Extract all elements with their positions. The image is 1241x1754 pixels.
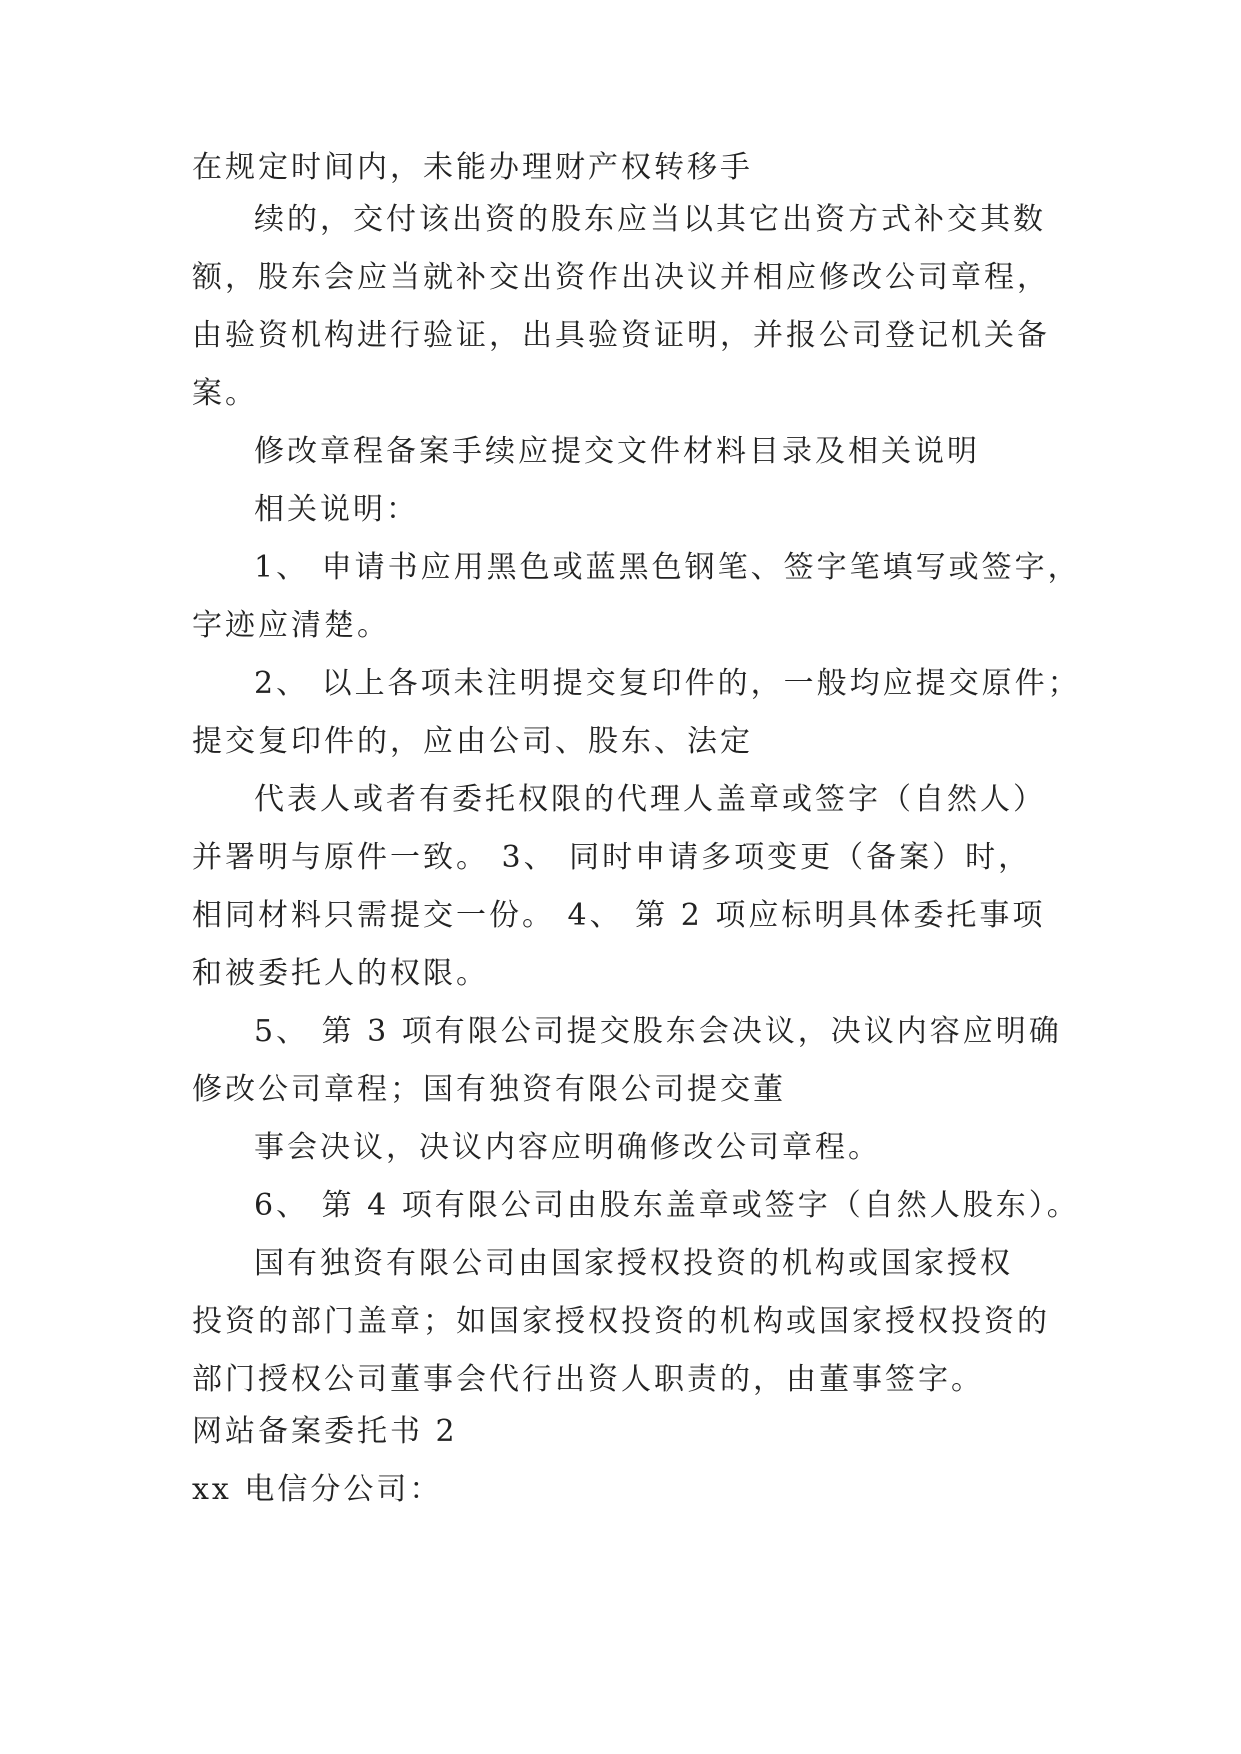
- text-line: 修改公司章程；国有独资有限公司提交董: [192, 1072, 786, 1107]
- text-line: 修改章程备案手续应提交文件材料目录及相关说明: [254, 434, 980, 469]
- text-line: 1、 申请书应用黑色或蓝黑色钢笔、签字笔填写或签字，: [254, 550, 1081, 585]
- text-line: 字迹应清楚。: [192, 608, 390, 643]
- addressee-line: xx 电信分公司：: [192, 1472, 443, 1507]
- text-line: 国有独资有限公司由国家授权投资的机构或国家授权: [254, 1246, 1013, 1281]
- text-line: 在规定时间内，未能办理财产权转移手: [192, 150, 753, 185]
- text-line: 提交复印件的，应由公司、股东、法定: [192, 724, 753, 759]
- text-line: 案。: [192, 376, 258, 411]
- text-line: 额，股东会应当就补交出资作出决议并相应修改公司章程，: [192, 260, 1050, 295]
- text-line: 相同材料只需提交一份。 4、 第 2 项应标明具体委托事项: [192, 898, 1046, 933]
- text-line: 5、 第 3 项有限公司提交股东会决议，决议内容应明确: [254, 1014, 1062, 1049]
- text-line: 由验资机构进行验证，出具验资证明，并报公司登记机关备: [192, 318, 1050, 353]
- text-line: 6、 第 4 项有限公司由股东盖章或签字（自然人股东）。: [254, 1188, 1080, 1223]
- text-line: 部门授权公司董事会代行出资人职责的，由董事签字。: [192, 1362, 984, 1397]
- text-line: 事会决议，决议内容应明确修改公司章程。: [254, 1130, 881, 1165]
- text-line: 并署明与原件一致。 3、 同时申请多项变更（备案）时，: [192, 840, 1032, 875]
- text-line: 和被委托人的权限。: [192, 956, 489, 991]
- section-heading: 网站备案委托书 2: [192, 1414, 458, 1449]
- text-line: 2、 以上各项未注明提交复印件的，一般均应提交原件；: [254, 666, 1081, 701]
- text-line: 续的，交付该出资的股东应当以其它出资方式补交其数: [254, 202, 1046, 237]
- text-line: 代表人或者有委托权限的代理人盖章或签字（自然人）: [254, 782, 1046, 817]
- text-line: 投资的部门盖章；如国家授权投资的机构或国家授权投资的: [192, 1304, 1050, 1339]
- text-line: 相关说明：: [254, 492, 419, 527]
